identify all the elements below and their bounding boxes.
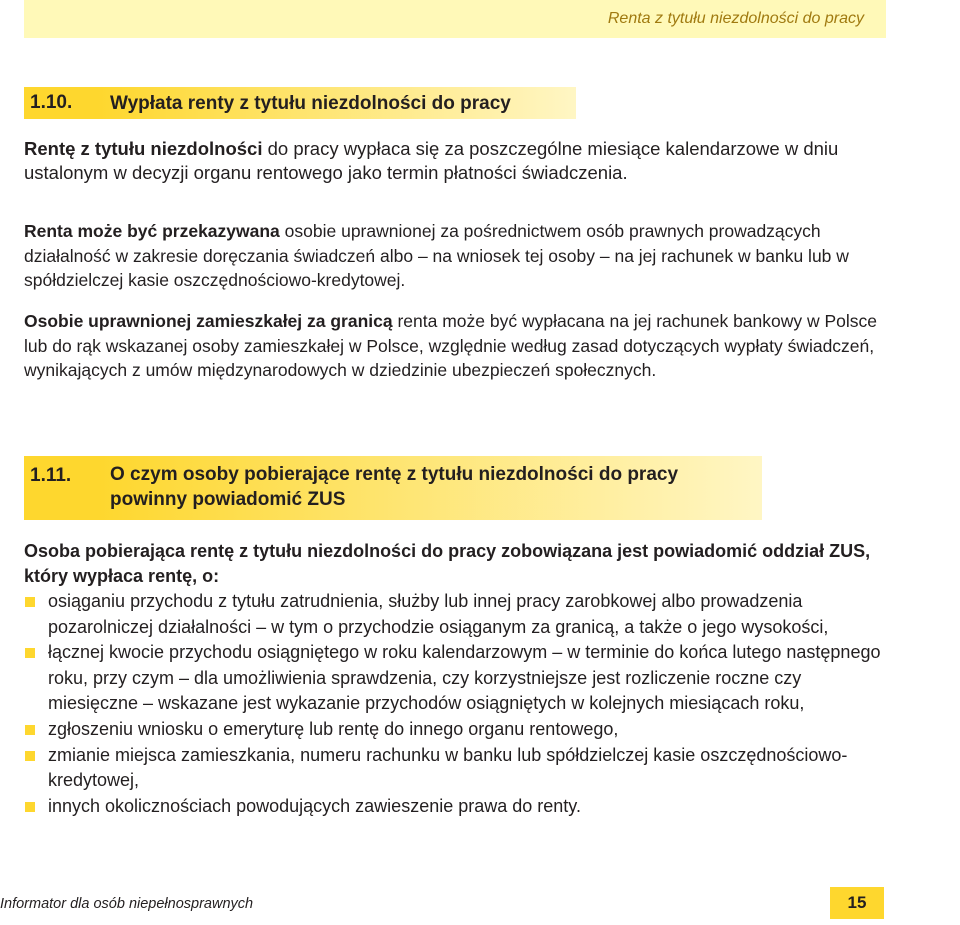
paragraph-lead: Rentę z tytułu niezdolności xyxy=(24,138,263,159)
square-bullet-icon xyxy=(25,802,35,812)
running-header xyxy=(24,0,886,38)
footer-publication-title: Informator dla osób niepełnosprawnych xyxy=(0,896,254,912)
paragraph-lead: Osobie uprawnionej zamieszkałej za granicą xyxy=(24,311,393,331)
square-bullet-icon xyxy=(25,751,35,761)
section-heading-1-11 xyxy=(24,456,762,520)
paragraph-transfer-methods xyxy=(24,219,884,293)
list-item xyxy=(24,589,886,640)
paragraph-text: do pracy wypłaca się za poszczególne miesiące kalendarzowe w dniu ustalonym w decyzji organu rentowego jako termin płatności świadczenia. xyxy=(24,138,839,183)
notification-intro: Osoba pobierająca rentę z tytułu niezdolności do pracy zobowiązana jest powiadomić oddział ZUS, który wypłaca rentę, o: xyxy=(24,541,871,586)
paragraph-text: renta może być wypłacana na jej rachunek bankowy w Polsce lub do rąk wskazanej osoby zamieszkałej w Polsce, względnie według zasad dotyczących wypłaty świadczeń, wynikających z umów międzynarodowych w dziedzinie ubezpieczeń społecznych. xyxy=(24,311,878,380)
paragraph-text: osobie uprawnionej za pośrednictwem osób prawnych prowadzących działalność w zakresie doręczania świadczeń albo – na wniosek tej osoby – na jej rachunek w banku lub w spółdzielczej kasie oszczędnościowo-kredytowej. xyxy=(24,221,849,290)
list-item-text: łącznej kwocie przychodu osiągniętego w roku kalendarzowym – w terminie do końca lutego następnego roku, przy czym – dla umożliwienia sprawdzenia, czy korzystniejsze jest rozliczenie roczne czy miesięczne – wskazane jest wykazanie przychodów osiągniętych w kolejnych miesiącach roku, xyxy=(48,642,881,714)
section-heading-1-10 xyxy=(24,87,576,119)
list-item xyxy=(24,794,886,820)
section-title: O czym osoby pobierające rentę z tytułu niezdolności do pracy powinny powiadomić ZUS xyxy=(110,464,679,510)
list-item-text: zmianie miejsca zamieszkania, numeru rachunku w banku lub spółdzielczej kasie oszczędnościowo-kredytowej, xyxy=(48,744,848,791)
notification-list xyxy=(24,589,886,819)
square-bullet-icon xyxy=(25,725,35,735)
list-item-text: zgłoszeniu wniosku o emeryturę lub rentę do innego organu rentowego, xyxy=(48,718,619,739)
section-title: Wypłata renty z tytułu niezdolności do pracy xyxy=(110,93,511,114)
list-item xyxy=(24,640,886,717)
section-number: 1.11. xyxy=(30,465,72,486)
list-item xyxy=(24,743,886,794)
paragraph-payment-schedule xyxy=(24,137,884,185)
list-item-text: osiąganiu przychodu z tytułu zatrudnienia, służby lub innej pracy zarobkowej albo prowadzenia pozarolniczej działalności – w tym o przychodzie osiąganym za granicą, a także o jego wysokości, xyxy=(48,591,829,637)
square-bullet-icon xyxy=(25,597,35,607)
list-item-text: innych okolicznościach powodujących zawieszenie prawa do renty. xyxy=(48,795,581,816)
paragraph-abroad-residents xyxy=(24,309,884,383)
section-number: 1.10. xyxy=(30,92,73,113)
page-number: 15 xyxy=(830,887,884,919)
square-bullet-icon xyxy=(25,648,35,658)
running-header-title: Renta z tytułu niezdolności do pracy xyxy=(607,10,864,27)
paragraph-lead: Renta może być przekazywana xyxy=(24,221,280,241)
list-item xyxy=(24,717,886,743)
